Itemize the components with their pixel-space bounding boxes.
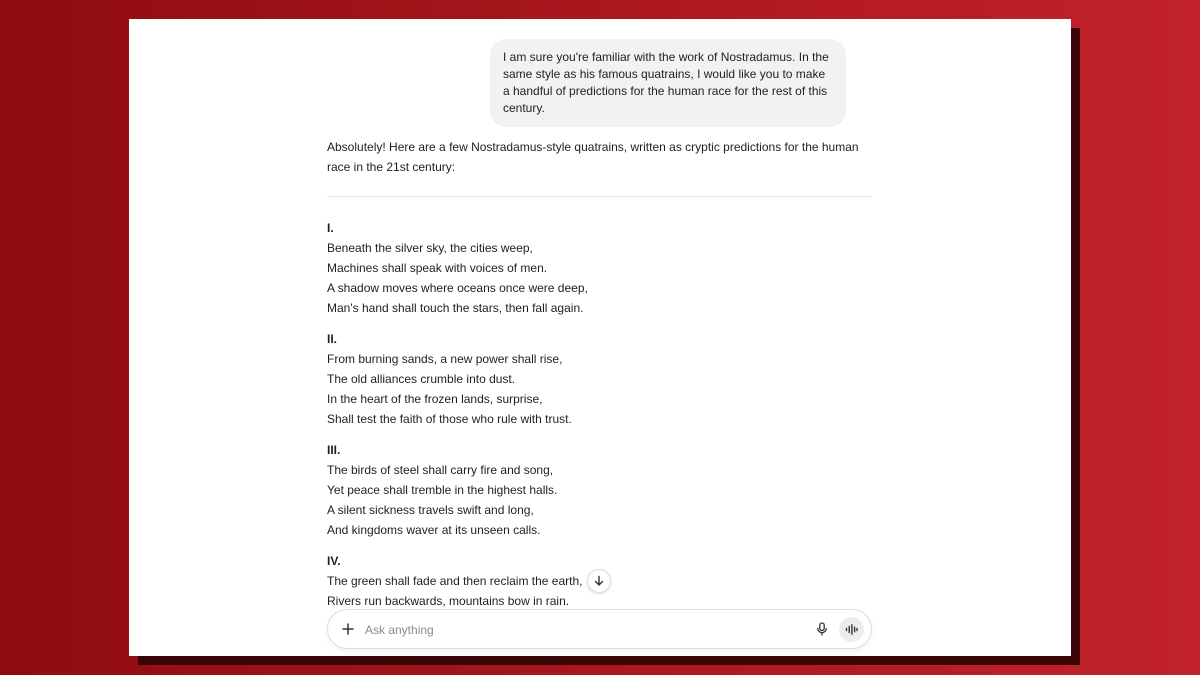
add-attachment-button[interactable] bbox=[338, 619, 358, 639]
quatrain-line: The green shall fade and then reclaim the earth, bbox=[327, 574, 583, 588]
message-composer bbox=[327, 609, 872, 649]
plus-icon bbox=[342, 623, 354, 635]
quatrain-2 bbox=[327, 329, 872, 429]
microphone-icon bbox=[816, 622, 828, 636]
quatrain-line: Beneath the silver sky, the cities weep, bbox=[327, 241, 533, 255]
quatrain-line: Shall test the faith of those who rule with trust. bbox=[327, 412, 572, 426]
arrow-down-icon bbox=[593, 575, 605, 587]
user-message-bubble bbox=[490, 39, 846, 127]
chat-window bbox=[129, 19, 1071, 656]
quatrain-line: In the heart of the frozen lands, surprise, bbox=[327, 392, 543, 406]
quatrain-line: The old alliances crumble into dust. bbox=[327, 372, 516, 386]
user-message-text: I am sure you're familiar with the work of Nostradamus. In the same style as his famous quatrains, I would like you to make a handful of predictions for the human race for the rest of this century. bbox=[503, 50, 829, 115]
quatrain-1 bbox=[327, 218, 872, 318]
divider bbox=[327, 196, 872, 197]
quatrain-line: And kingdoms waver at its unseen calls. bbox=[327, 523, 541, 537]
assistant-response bbox=[327, 218, 872, 622]
quatrain-line: Yet peace shall tremble in the highest halls. bbox=[327, 483, 558, 497]
quatrain-numeral: III. bbox=[327, 443, 341, 457]
quatrain-numeral: II. bbox=[327, 332, 338, 346]
prompt-input[interactable] bbox=[365, 620, 785, 640]
voice-waveform-icon bbox=[845, 624, 858, 635]
quatrain-numeral: I. bbox=[327, 221, 334, 235]
quatrain-line: A silent sickness travels swift and long, bbox=[327, 503, 534, 517]
quatrain-line: From burning sands, a new power shall rise, bbox=[327, 352, 563, 366]
dictate-button[interactable] bbox=[812, 619, 832, 639]
scroll-to-bottom-button[interactable] bbox=[587, 569, 611, 593]
quatrain-numeral: IV. bbox=[327, 554, 341, 568]
assistant-intro: Absolutely! Here are a few Nostradamus-style quatrains, written as cryptic predictions for the human race in the 21st century: bbox=[327, 140, 859, 174]
quatrain-line: Machines shall speak with voices of men. bbox=[327, 261, 548, 275]
quatrain-line: A shadow moves where oceans once were deep, bbox=[327, 281, 588, 295]
quatrain-3 bbox=[327, 440, 872, 540]
voice-mode-button[interactable] bbox=[839, 617, 864, 642]
quatrain-line: The birds of steel shall carry fire and song, bbox=[327, 463, 554, 477]
quatrain-line: Rivers run backwards, mountains bow in rain. bbox=[327, 594, 570, 608]
quatrain-line: Man's hand shall touch the stars, then fall again. bbox=[327, 301, 584, 315]
